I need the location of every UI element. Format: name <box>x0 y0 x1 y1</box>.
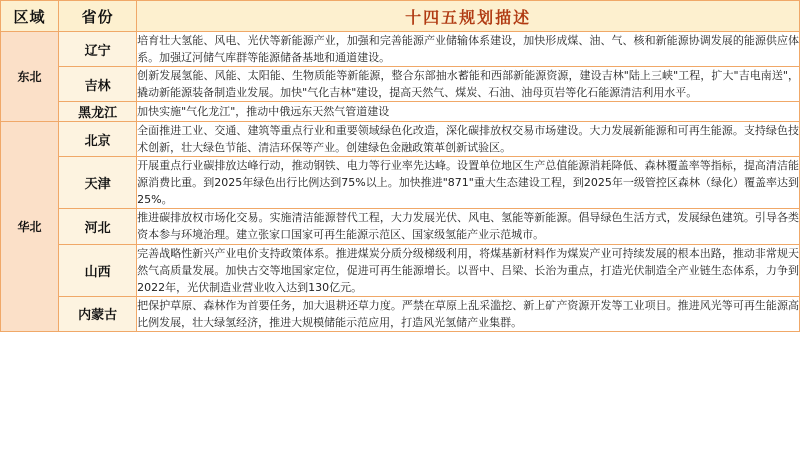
description-cell: 全面推进工业、交通、建筑等重点行业和重要领域绿色化改造，深化碳排放权交易市场建设。大力发展新能源和可再生能源。支持绿色技术创新，壮大绿色节能、清洁环保等产业。创建绿色金融政策革创新试验区。 <box>137 122 800 157</box>
description-cell: 加快实施"气化龙江"，推动中俄远东天然气管道建设 <box>137 102 800 122</box>
region-cell: 华北 <box>1 122 59 332</box>
region-cell: 东北 <box>1 32 59 122</box>
description-cell: 开展重点行业碳排放达峰行动，推动钢铁、电力等行业率先达峰。设置单位地区生产总值能源消耗降低、森林覆盖率等指标，提高清洁能源消费比重。到2025年绿色出行比例达到75%以上。加快推进"871"重大生态建设工程，到2025年一级管控区森林（绿化）覆盖率达到25%。 <box>137 157 800 209</box>
table-row <box>1 102 800 122</box>
province-cell: 内蒙古 <box>59 296 137 331</box>
header-region: 区域 <box>1 1 59 32</box>
description-cell: 推进碳排放权市场化交易。实施清洁能源替代工程，大力发展光伏、风电、氢能等新能源。倡导绿色生活方式，发展绿色建筑。引导各类资本参与环境治理。建立张家口国家可再生能源示范区、国家级氢能产业示范城市。 <box>137 209 800 244</box>
province-cell: 天津 <box>59 157 137 209</box>
header-description: 十四五规划描述 <box>137 1 800 32</box>
province-cell: 吉林 <box>59 67 137 102</box>
table-row <box>1 122 800 157</box>
province-cell: 黑龙江 <box>59 102 137 122</box>
description-cell: 完善战略性新兴产业电价支持政策体系。推进煤炭分质分级梯级利用，将煤基新材料作为煤炭产业可持续发展的根本出路，推动非常规天然气高质量发展。加快古交等地国家定位，促进可再生能源增长。以晋中、吕梁、长治为重点，打造光伏制造全产业链生态体系，力争到2022年，光伏制造业营业收入达到130亿元。 <box>137 244 800 296</box>
province-cell: 北京 <box>59 122 137 157</box>
table-header-row <box>1 1 800 32</box>
table-row <box>1 32 800 67</box>
province-cell: 河北 <box>59 209 137 244</box>
province-cell: 辽宁 <box>59 32 137 67</box>
description-cell: 把保护草原、森林作为首要任务，加大退耕还草力度。严禁在草原上乱采滥挖、新上矿产资源开发等工业项目。推进风光等可再生能源高比例发展，壮大绿氢经济，推进大规模储能示范应用，打造风光氢储产业集群。 <box>137 296 800 331</box>
province-cell: 山西 <box>59 244 137 296</box>
table-row <box>1 296 800 331</box>
table-row <box>1 157 800 209</box>
table-row <box>1 244 800 296</box>
header-province: 省份 <box>59 1 137 32</box>
description-cell: 创新发展氢能、风能、太阳能、生物质能等新能源，整合东部抽水蓄能和西部新能源资源，建设吉林"陆上三峡"工程，扩大"吉电南送"，撬动新能源装备制造业发展。加快"气化吉林"建设，提高天然气、煤炭、石油、油母页岩等化石能源清洁利用水平。 <box>137 67 800 102</box>
table-row <box>1 209 800 244</box>
table-row <box>1 67 800 102</box>
table-body <box>1 1 800 332</box>
description-cell: 培育壮大氢能、风电、光伏等新能源产业，加强和完善能源产业储输体系建设，加快形成煤、油、气、核和新能源协调发展的能源供应体系。加强辽河储气库群等能源储备基地和通道建设。 <box>137 32 800 67</box>
